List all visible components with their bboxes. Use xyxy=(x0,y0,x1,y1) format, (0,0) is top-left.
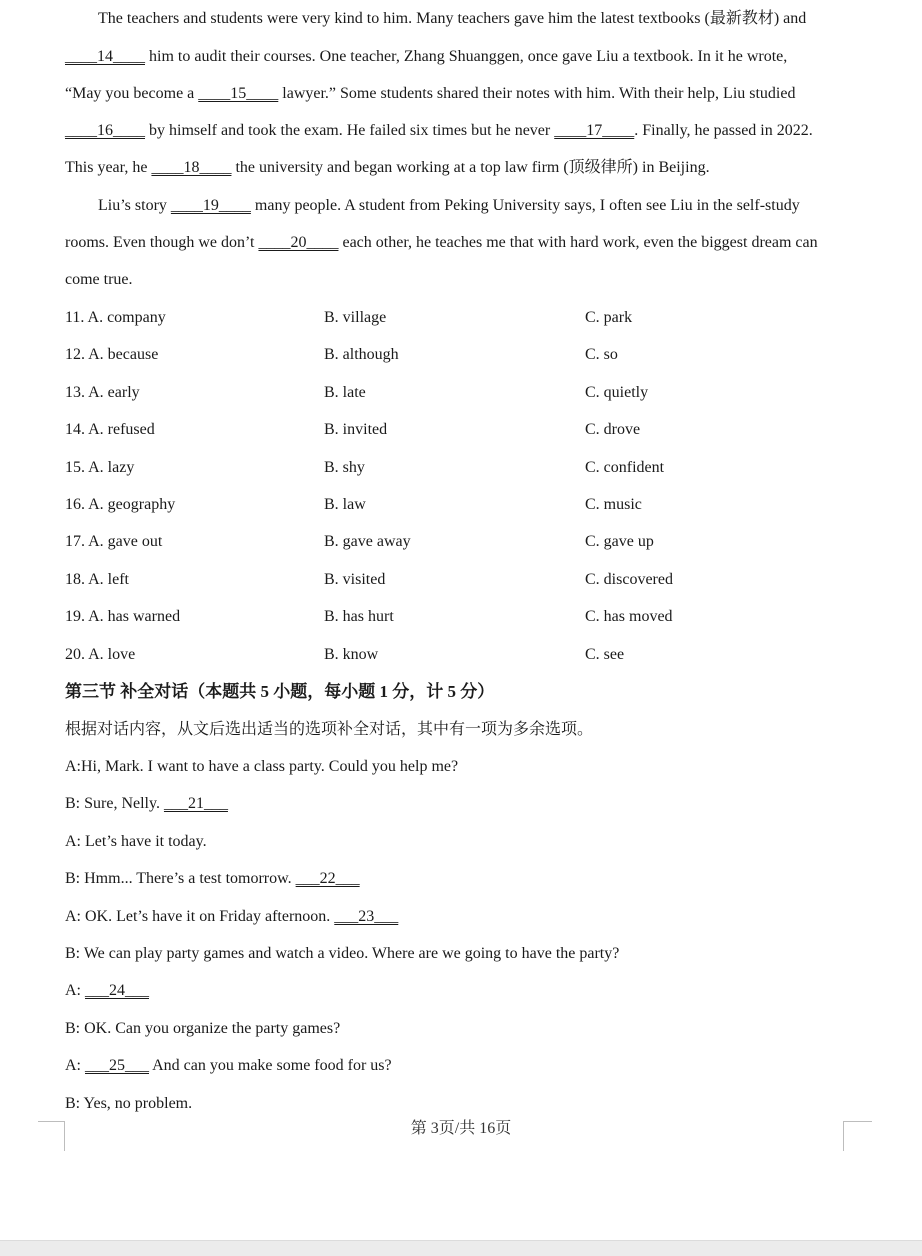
passage-text: lawyer.” Some students shared their notes with him. With their help, Liu studied xyxy=(278,85,796,102)
blank-22: ___22___ xyxy=(295,870,360,887)
option-18-c: C. discovered xyxy=(585,571,673,588)
passage-line-8 xyxy=(65,270,842,290)
section-instruction: 根据对话内容，从文后选出适当的选项补全对话，其中有一项为多余选项。 xyxy=(65,721,594,738)
option-13-c: C. quietly xyxy=(585,384,649,401)
option-11-a: 11. A. company xyxy=(65,309,166,326)
passage-line-7 xyxy=(65,233,842,253)
blank-21: ___21___ xyxy=(163,795,228,812)
option-12-b: B. although xyxy=(324,346,399,363)
option-13-a: 13. A. early xyxy=(65,384,140,401)
option-18-b: B. visited xyxy=(324,571,386,588)
dialogue-text: A: OK. Let’s have it on Friday afternoon. xyxy=(65,908,335,925)
dialogue-text: B: Hmm... There’s a test tomorrow. xyxy=(65,870,296,887)
dialogue-text: B: We can play party games and watch a video. Where are we going to have the party? xyxy=(65,945,620,962)
passage-text: many people. A student from Peking University says, I often see Liu in the self-study xyxy=(250,197,800,214)
dialogue-text: A: xyxy=(65,1057,85,1074)
dialogue-line-2 xyxy=(65,794,842,814)
dialogue-line-9 xyxy=(65,1056,842,1076)
option-15-a: 15. A. lazy xyxy=(65,459,135,476)
option-16-c: C. music xyxy=(585,496,642,513)
option-15-c: C. confident xyxy=(585,459,665,476)
option-14-b: B. invited xyxy=(324,421,388,438)
dialogue-text: And can you make some food for us? xyxy=(149,1057,392,1074)
dialogue-line-3 xyxy=(65,832,842,852)
passage-line-5 xyxy=(65,158,842,178)
dialogue-line-4 xyxy=(65,869,842,889)
dialogue-line-7 xyxy=(65,981,842,1001)
passage-line-2 xyxy=(65,47,842,67)
dialogue-text: A: xyxy=(65,982,85,999)
blank-24: ___24___ xyxy=(85,982,149,999)
passage-line-4 xyxy=(65,121,842,141)
option-17-a: 17. A. gave out xyxy=(65,533,163,550)
option-12-c: C. so xyxy=(585,346,618,363)
option-13-b: B. late xyxy=(324,384,366,401)
dialogue-line-6 xyxy=(65,944,842,964)
dialogue-text: B: Sure, Nelly. xyxy=(65,795,164,812)
passage-text: rooms. Even though we don’t xyxy=(65,234,259,251)
passage-text: by himself and took the exam. He failed six times but he never xyxy=(145,122,555,139)
option-15-b: B. shy xyxy=(324,459,365,476)
passage-text: each other, he teaches me that with hard work, even the biggest dream can xyxy=(338,234,818,251)
option-17-b: B. gave away xyxy=(324,533,411,550)
page-number: 第 3页/共 16页 xyxy=(410,1120,512,1137)
option-19-a: 19. A. has warned xyxy=(65,608,181,625)
option-20-b: B. know xyxy=(324,646,379,663)
passage-text: him to audit their courses. One teacher, Zhang Shuanggen, once gave Liu a textbook. In it he wrote, xyxy=(145,48,788,65)
option-11-c: C. park xyxy=(585,309,633,326)
passage-line-6 xyxy=(98,196,842,216)
dialogue-text: A:Hi, Mark. I want to have a class party. Could you help me? xyxy=(65,758,459,775)
option-20-c: C. see xyxy=(585,646,625,663)
passage-text: “May you become a xyxy=(65,85,199,102)
dialogue-text: B: OK. Can you organize the party games? xyxy=(65,1020,341,1037)
passage-text: This year, he xyxy=(65,159,152,176)
blank-19: ____19____ xyxy=(170,197,251,214)
blank-15: ____15____ xyxy=(198,85,279,102)
passage-text: come true. xyxy=(65,271,133,288)
dialogue-text: B: Yes, no problem. xyxy=(65,1095,193,1112)
option-14-a: 14. A. refused xyxy=(65,421,155,438)
blank-16: ____16____ xyxy=(65,122,145,139)
passage-text: . Finally, he passed in 2022. xyxy=(634,122,813,139)
option-16-b: B. law xyxy=(324,496,366,513)
passage-line-1 xyxy=(98,9,842,29)
passage-text: the university and began working at a top law firm (顶级律所) in Beijing. xyxy=(231,159,710,176)
blank-17: ____17____ xyxy=(554,122,635,139)
blank-14: ____14____ xyxy=(65,48,145,65)
option-18-a: 18. A. left xyxy=(65,571,129,588)
passage-text: The teachers and students were very kind to him. Many teachers gave him the latest textbooks (最新教材) and xyxy=(98,10,807,27)
dialogue-line-5 xyxy=(65,907,842,927)
option-11-b: B. village xyxy=(324,309,387,326)
blank-18: ____18____ xyxy=(151,159,232,176)
option-20-a: 20. A. love xyxy=(65,646,136,663)
viewer-bottom-bar xyxy=(0,1240,922,1256)
passage-line-3 xyxy=(65,84,842,104)
option-19-c: C. has moved xyxy=(585,608,673,625)
option-19-b: B. has hurt xyxy=(324,608,394,625)
dialogue-line-1 xyxy=(65,757,842,777)
dialogue-line-8 xyxy=(65,1019,842,1039)
option-12-a: 12. A. because xyxy=(65,346,159,363)
blank-20: ____20____ xyxy=(258,234,339,251)
dialogue-line-10 xyxy=(65,1094,842,1114)
option-16-a: 16. A. geography xyxy=(65,496,176,513)
passage-text: Liu’s story xyxy=(98,197,171,214)
section-title: 第三节 补全对话（本题共 5 小题，每小题 1 分，计 5 分） xyxy=(65,682,495,701)
option-14-c: C. drove xyxy=(585,421,641,438)
option-17-c: C. gave up xyxy=(585,533,654,550)
dialogue-text: A: Let’s have it today. xyxy=(65,833,207,850)
blank-25: ___25___ xyxy=(85,1057,149,1074)
blank-23: ___23___ xyxy=(334,908,399,925)
